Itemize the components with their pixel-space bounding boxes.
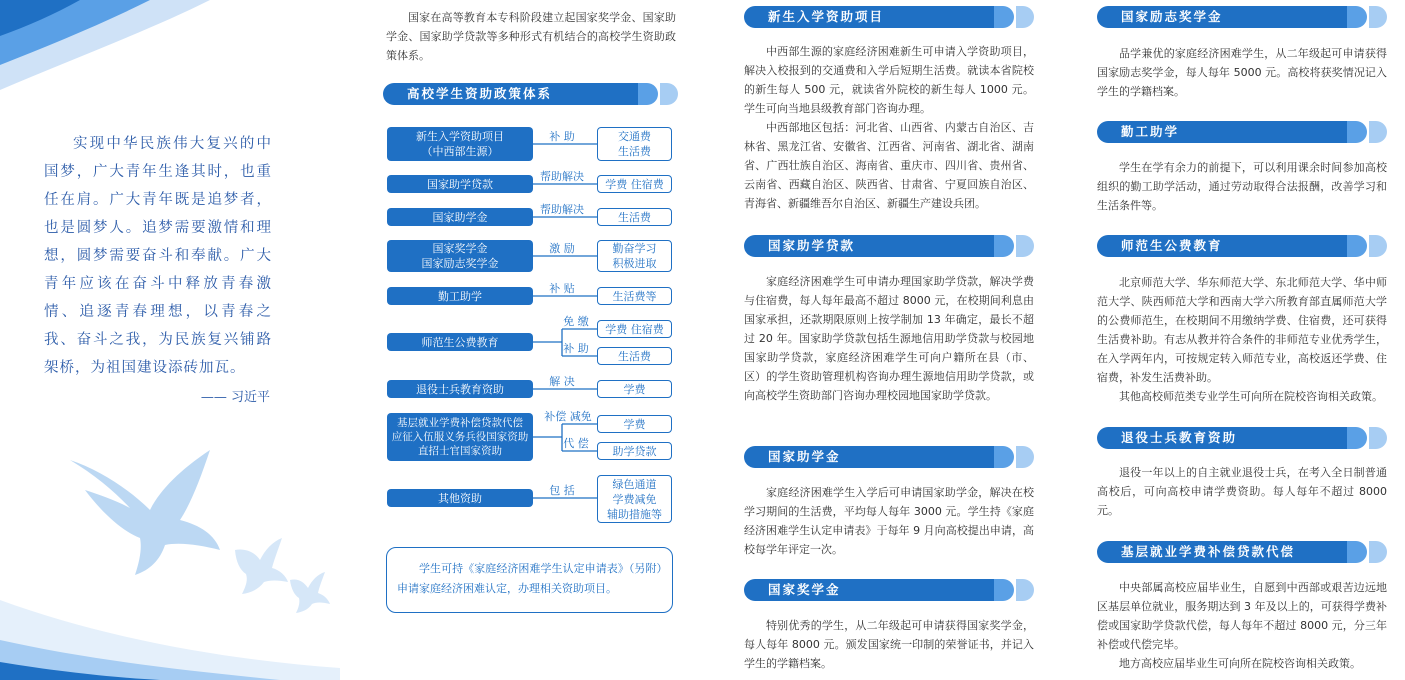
section-title: 国家奖学金 <box>744 579 994 601</box>
flow-left-teacher-education: 师范生公费教育 <box>387 333 533 351</box>
section-title: 国家励志奖学金 <box>1097 6 1347 28</box>
flow-label: 解 决 <box>549 375 575 388</box>
section-body: 品学兼优的家庭经济困难学生，从二年级起可申请获得国家励志奖学金，每人每年 5000 元。高校将获奖情况记入学生的学籍档案。 <box>1097 47 1387 98</box>
quote-author: —— 习近平 <box>200 390 270 405</box>
flow-label: 免 缴 <box>563 315 589 328</box>
section-body: 退役一年以上的自主就业退役士兵，在考入全日制普通高校后，可向高校申请学费资助。每人每年不超过 8000 元。 <box>1097 466 1387 517</box>
section-title: 勤工助学 <box>1097 121 1347 143</box>
policy-details-panel-3 <box>744 0 1034 680</box>
flow-right-box: 学费 住宿费 <box>597 175 672 193</box>
flow-right-box: 学费 <box>597 415 672 433</box>
section-body: 学生在学有余力的前提下，可以利用课余时间参加高校组织的勤工助学活动，通过劳动取得合法报酬，改善学习和生活条件等。 <box>1097 161 1387 212</box>
flow-right-box: 交通费 生活费 <box>597 127 672 161</box>
flow-right-box: 生活费 <box>597 347 672 365</box>
flow-left-work-study: 勤工助学 <box>387 287 533 305</box>
section-body: 中央部属高校应届毕业生，自愿到中西部或艰苦边远地区基层单位就业，服务期达到 3 年及以上的，可获得学费补偿或国家助学贷款代偿，每人每年不超过 8000 元，分三年补偿或代偿完毕。 地方高校应届毕业生可向所在院校咨询相关政策。 <box>1097 581 1387 670</box>
flow-label: 帮助解决 <box>540 170 584 183</box>
section-body: 中西部生源的家庭经济困难新生可申请入学资助项目，解决入校报到的交通费和入学后短期生活费。就读本省院校的新生每人 500 元，就读省外院校的新生每人 1000 元。学生可向当地县级教育部门咨询办理。 中西部地区包括：河北省、山西省、内蒙古自治区、吉林省、黑龙江省、安徽省、江西省、河南省、湖北省、湖南省、广西壮族自治区、海南省、重庆市、四川省、贵州省、云南省、西藏自治区、陕西省、甘肃省、宁夏回族自治区、青海省、新疆维吾尔自治区、新疆生产建设兵团。 <box>744 45 1034 210</box>
flow-label: 激 励 <box>549 242 575 255</box>
flow-left-scholarships: 国家奖学金 国家励志奖学金 <box>387 240 533 272</box>
intro-text: 国家在高等教育本专科阶段建立起国家奖学金、国家助学金、国家助学贷款等多种形式有机结合的高校学生资助政策体系。 <box>386 11 676 62</box>
flow-right-box: 助学贷款 <box>597 442 672 460</box>
flow-right-box: 生活费等 <box>597 287 672 305</box>
flow-right-box: 绿色通道 学费减免 辅助措施等 <box>597 475 672 523</box>
flow-right-box: 生活费 <box>597 208 672 226</box>
flow-right-box: 学费 住宿费 <box>597 320 672 338</box>
flow-left-other-aid: 其他资助 <box>387 489 533 507</box>
section-title: 新生入学资助项目 <box>744 6 994 28</box>
section-body: 家庭经济困难学生可申请办理国家助学贷款，解决学费与住宿费，每人每年最高不超过 8000 元，在校期间利息由国家承担，还款期限原则上按学制加 13 年确定，最长不超过 20 年。国家助学贷款包括生源地信用助学贷款与校园地国家助学贷款，家庭经济困难学生可向户籍所在县（市、区）的学生资助管理机构咨询办理生源地信用助学贷款，或向高校学生资助部门咨询办理校园地国家助学贷款。 <box>744 275 1034 402</box>
flow-left-grassroots-employment: 基层就业学费补偿贷款代偿 应征入伍服义务兵役国家资助 直招士官国家资助 <box>387 413 533 461</box>
xi-quote: 实现中华民族伟大复兴的中国梦，广大青年生逢其时，也重任在肩。广大青年既是追梦者，也是圆梦人。追梦需要激情和理想，圆梦需要奋斗和奉献。广大青年应该在奋斗中释放青春激情、追逐青春理想，以青春之我、奋斗之我，为民族复兴铺路架桥，为祖国建设添砖加瓦。 <box>44 136 272 376</box>
section-body: 家庭经济困难学生入学后可申请国家助学金，解决在校学习期间的生活费，平均每人每年 3000 元。学生持《家庭经济困难学生认定申请表》于每年 9 月向高校提出申请，高校每学年评定一次。 <box>744 486 1034 556</box>
section-title: 国家助学贷款 <box>744 235 994 257</box>
flow-label: 代 偿 <box>563 437 589 450</box>
section-body: 特别优秀的学生，从二年级起可申请获得国家奖学金，每人每年 8000 元。颁发国家统一印制的荣誉证书，并记入学生的学籍档案。 <box>744 619 1034 670</box>
flow-right-box: 学费 <box>597 380 672 398</box>
flow-left-freshman-aid: 新生入学资助项目 （中西部生源） <box>387 127 533 161</box>
section-title: 基层就业学费补偿贷款代偿 <box>1097 541 1347 563</box>
section-title: 师范生公费教育 <box>1097 235 1347 257</box>
flow-right-box: 勤奋学习 积极进取 <box>597 240 672 272</box>
flow-label: 补 贴 <box>549 282 575 295</box>
flow-left-student-loan: 国家助学贷款 <box>387 175 533 193</box>
dove-icon <box>60 430 340 630</box>
section-body: 北京师范大学、华东师范大学、东北师范大学、华中师范大学、陕西师范大学和西南大学六所教育部直属师范大学的公费师范生，在校期间不用缴纳学费、住宿费，还可获得生活费补助。有志从教并符合条件的非师范专业优秀学生，在入学两年内，可按规定转入师范专业，高校返还学费、住宿费，补发生活费补助。 其他高校师范类专业学生可向所在院校咨询相关政策。 <box>1097 276 1387 403</box>
note-box: 学生可持《家庭经济困难学生认定申请表》（另附）申请家庭经济困难认定，办理相关资助项目。 <box>386 547 673 613</box>
flow-left-veteran-aid: 退役士兵教育资助 <box>387 380 533 398</box>
policy-system-panel <box>340 0 710 680</box>
section-title-text: 高校学生资助政策体系 <box>407 86 553 101</box>
flow-label: 补偿 减免 <box>544 410 592 423</box>
flow-label: 帮助解决 <box>540 203 584 216</box>
section-title: 退役士兵教育资助 <box>1097 427 1347 449</box>
quote-panel <box>0 0 340 680</box>
section-title: 国家助学金 <box>744 446 994 468</box>
flow-left-national-grant: 国家助学金 <box>387 208 533 226</box>
policy-details-panel-4 <box>1097 0 1387 680</box>
flow-label: 包 括 <box>549 484 575 497</box>
flow-label: 补 助 <box>549 130 575 143</box>
flow-label: 补 助 <box>563 342 589 355</box>
